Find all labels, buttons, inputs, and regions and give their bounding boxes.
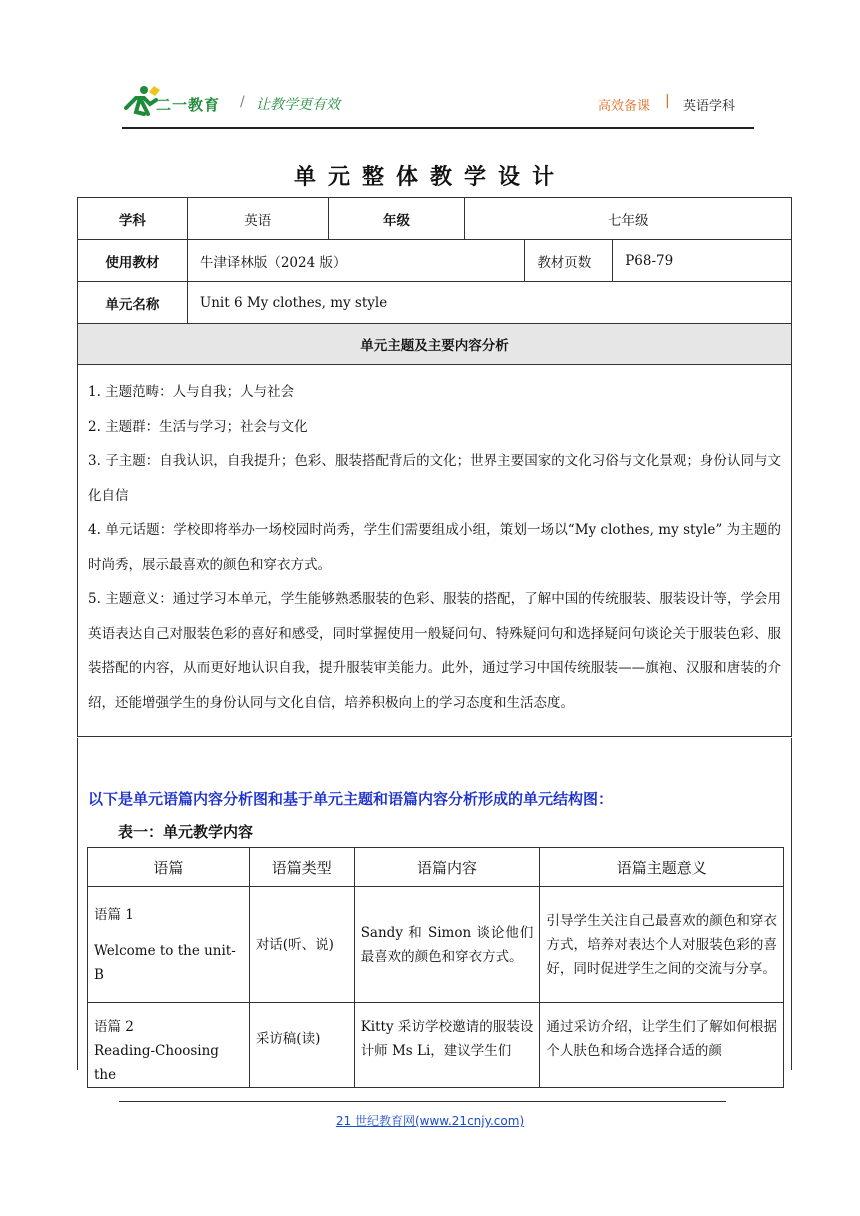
footer-rule	[119, 1101, 726, 1102]
pages-label: 教材页数	[525, 240, 613, 282]
info-row-textbook	[78, 240, 792, 282]
unit-value: Unit 6 My clothes, my style	[187, 282, 791, 324]
text-number: 语篇 2	[94, 1019, 134, 1035]
table-row	[88, 1003, 784, 1088]
analysis-item: 4. 单元话题：学校即将举办一场校园时尚秀，学生们需要组成小组，策划一场以“My clothes, my style” 为主题的时尚秀，展示最喜欢的颜色和穿衣方式。	[88, 522, 781, 573]
unit-info-table	[77, 197, 792, 737]
grade-label: 年级	[328, 198, 465, 240]
textbook-value: 牛津译林版（2024 版）	[187, 240, 524, 282]
header-separator: |	[665, 93, 670, 109]
text-number: 语篇 1	[94, 906, 134, 923]
table-row	[88, 887, 784, 1003]
frame-border-left	[77, 738, 78, 1070]
page-title: 单元整体教学设计	[293, 165, 566, 190]
unit-label: 单元名称	[78, 282, 188, 324]
content-cell: Kitty 采访学校邀请的服装设计师 Ms Li，建议学生们	[354, 1003, 540, 1088]
header-label-prep: 高效备课	[598, 99, 651, 114]
meaning-cell: 通过采访介绍，让学生们了解如何根据个人肤色和场合选择合适的颜	[540, 1003, 784, 1088]
header-slash: /	[240, 94, 245, 110]
analysis-item: 2. 主题群：生活与学习；社会与文化	[88, 418, 308, 435]
column-header-text: 语篇	[88, 848, 250, 887]
subject-label: 学科	[78, 198, 188, 240]
info-row-subject	[78, 198, 792, 240]
grade-value: 七年级	[465, 198, 792, 240]
text-title: Welcome to the unit-B	[94, 942, 236, 983]
text-cell	[88, 1003, 250, 1088]
analysis-item: 5. 主题意义：通过学习本单元，学生能够熟悉服装的色彩、服装的搭配，了解中国的传统服装、服装设计等，学会用英语表达自己对服装色彩的喜好和感受，同时掌握使用一般疑问句、特殊疑问句和选择疑问句谈论关于服装色彩、服装搭配的内容，从而更好地认识自我，提升服装审美能力。此外，通过学习中国传统服装——旗袍、汉服和唐装的介绍，还能增强学生的身份认同与文化自信，培养积极向上的学习态度和生活态度。	[88, 591, 781, 711]
column-header-type: 语篇类型	[249, 848, 354, 887]
analysis-item: 1. 主题范畴：人与自我；人与社会	[88, 384, 295, 400]
content-cell: Sandy 和 Simon 谈论他们最喜欢的颜色和穿衣方式。	[354, 887, 540, 1003]
unit-content-table	[87, 847, 784, 1088]
analysis-heading-row	[78, 324, 792, 365]
structure-heading: 以下是单元语篇内容分析图和基于单元主题和语篇内容分析形成的单元结构图：	[88, 790, 614, 808]
table-caption: 表一：单元教学内容	[118, 823, 254, 841]
pages-value: P68-79	[613, 240, 792, 282]
table-header-row	[88, 848, 784, 887]
header-label-subject: 英语学科	[683, 99, 736, 114]
meaning-cell: 引导学生关注自己最喜欢的颜色和穿衣方式，培养对表达个人对服装色彩的喜好，同时促进学生之间的交流与分享。	[540, 887, 784, 1003]
info-row-unit	[78, 282, 792, 324]
type-cell: 采访稿(读)	[249, 1003, 354, 1088]
analysis-item: 3. 子主题：自我认识，自我提升；色彩、服装搭配背后的文化；世界主要国家的文化习俗与文化景观；身份认同与文化自信	[88, 453, 781, 504]
type-cell: 对话(听、说)	[249, 887, 354, 1003]
header-rule	[122, 127, 754, 129]
column-header-content: 语篇内容	[354, 848, 540, 887]
subject-value: 英语	[187, 198, 328, 240]
column-header-meaning: 语篇主题意义	[540, 848, 784, 887]
brand-slogan: 让教学更有效	[256, 97, 340, 113]
footer-link[interactable]: 21 世纪教育网(www.21cnjy.com)	[335, 1114, 525, 1128]
frame-border-right	[791, 738, 792, 1070]
analysis-heading: 单元主题及主要内容分析	[78, 324, 792, 365]
textbook-label: 使用教材	[78, 240, 188, 282]
text-title: Reading-Choosing the	[94, 1043, 219, 1083]
analysis-body-row	[78, 365, 792, 737]
brand-name: 二一教育	[156, 96, 221, 114]
analysis-body	[78, 365, 792, 737]
text-cell	[88, 887, 250, 1003]
